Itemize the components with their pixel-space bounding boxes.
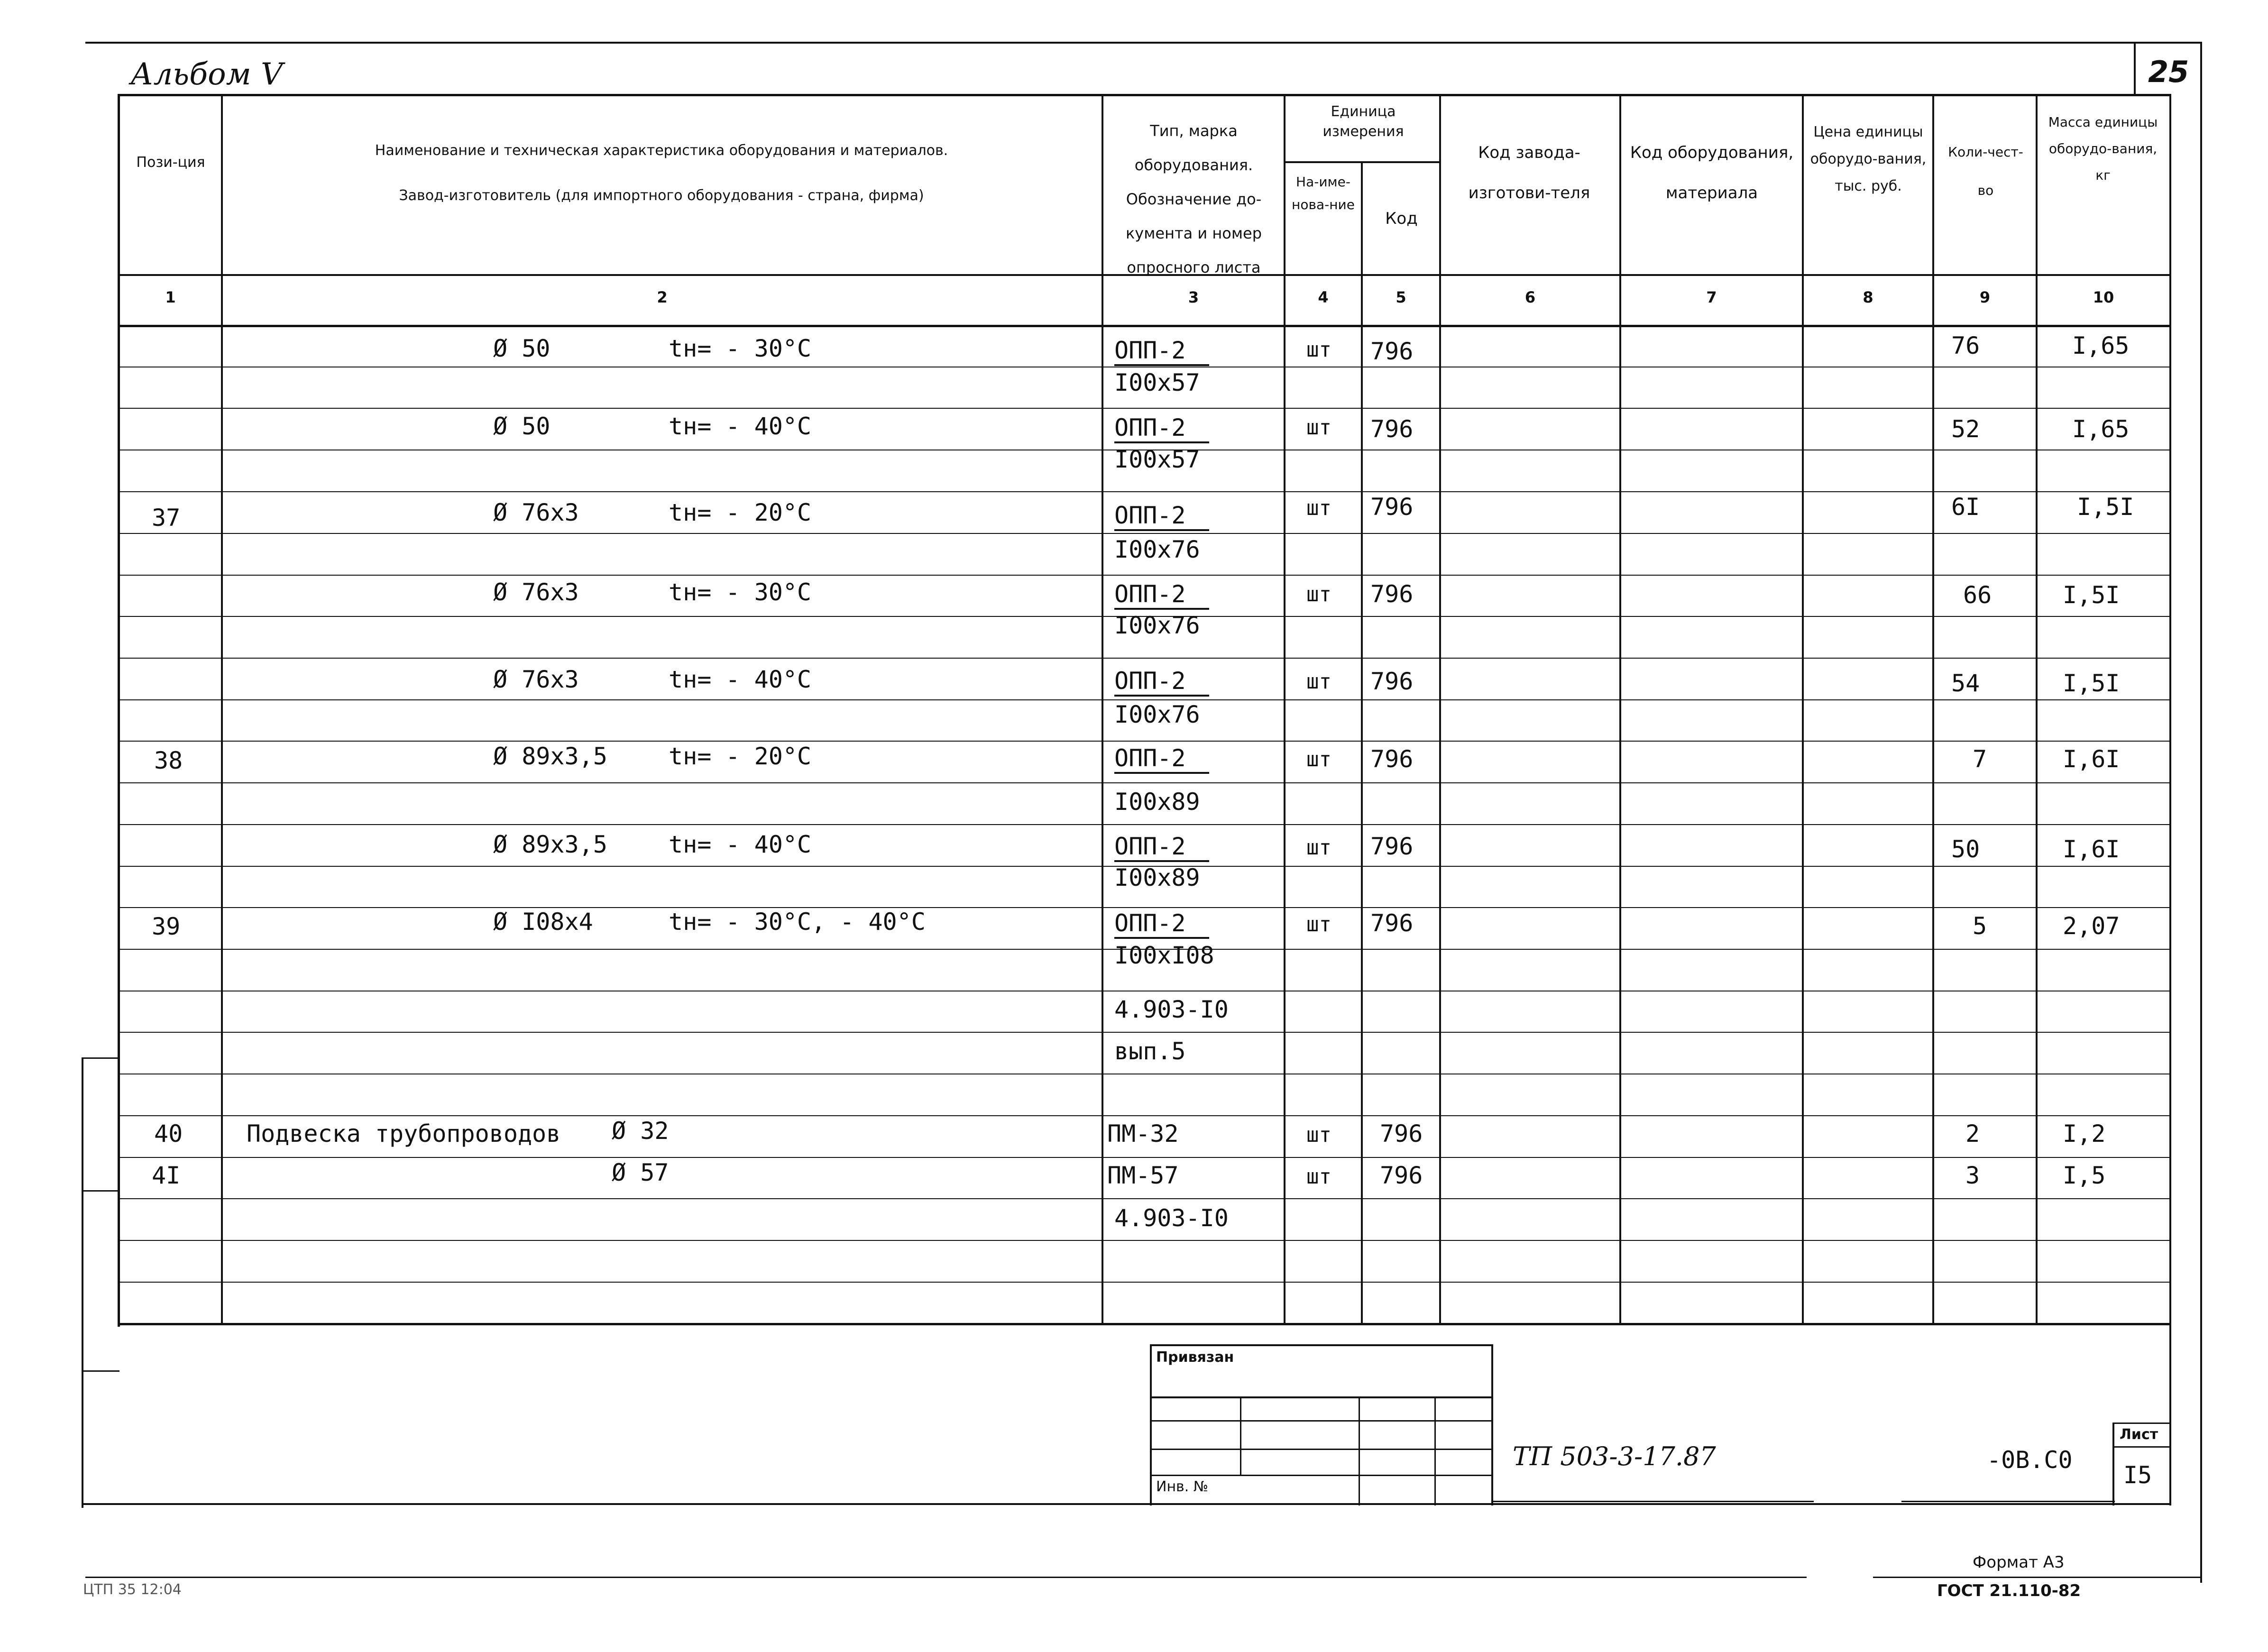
row-unit: шт bbox=[1306, 1165, 1331, 1189]
top-border bbox=[85, 42, 2200, 44]
page-number-box-left bbox=[2134, 42, 2136, 94]
row-diameter: Ø 57 bbox=[612, 1159, 669, 1186]
row-unit: шт bbox=[1306, 496, 1331, 520]
header-type: Тип, марка оборудования. Обозначение до-кумента и номер опросного листа bbox=[1125, 122, 1262, 276]
row-diameter: Ø 50 bbox=[493, 413, 551, 440]
row-code: 796 bbox=[1370, 580, 1414, 608]
row-position: 37 bbox=[152, 504, 181, 532]
row-temperature: tн= - 30°С bbox=[669, 578, 812, 606]
row-position: 4I bbox=[152, 1162, 181, 1189]
row-unit: шт bbox=[1306, 582, 1331, 606]
row-temperature: tн= - 30°С, - 40°С bbox=[669, 908, 926, 936]
row-type-size: I00x57 bbox=[1114, 369, 1200, 396]
row-diameter: Ø 89x3,5 bbox=[493, 831, 607, 858]
header-mass: Масса единицы оборудо-вания, кг bbox=[2048, 114, 2158, 183]
row-type: ОПП-2 bbox=[1114, 580, 1209, 610]
right-border bbox=[2200, 42, 2202, 1583]
header-unit-group: Единица измерения bbox=[1322, 103, 1404, 140]
row-quantity: 7 bbox=[1973, 745, 1987, 773]
row-mass: I,2 bbox=[2063, 1120, 2106, 1147]
col-number: 10 bbox=[2093, 288, 2114, 306]
row-unit: шт bbox=[1306, 670, 1331, 694]
header-position: Пози-ция bbox=[136, 154, 205, 171]
row-type: ОПП-2 bbox=[1114, 667, 1209, 697]
row-diameter: Ø 76x3 bbox=[493, 666, 579, 693]
row-temperature: tн= - 20°С bbox=[669, 743, 812, 770]
row-temperature: tн= - 40°С bbox=[669, 413, 812, 440]
row-temperature: tн= - 20°С bbox=[669, 499, 812, 526]
row-diameter: Ø 50 bbox=[493, 335, 551, 362]
row-quantity: 6I bbox=[1951, 493, 1980, 521]
row-quantity: 52 bbox=[1951, 415, 1980, 443]
format-label: Формат А3 bbox=[1973, 1553, 2065, 1572]
row-quantity: 50 bbox=[1951, 835, 1980, 863]
row-temperature: tн= - 40°С bbox=[669, 666, 812, 693]
sheet-label: Лист bbox=[2120, 1426, 2158, 1443]
col-number: 3 bbox=[1188, 288, 1199, 306]
row-type: ОПП-2 bbox=[1114, 744, 1209, 774]
row-mass: I,5I bbox=[2063, 670, 2120, 697]
doc-reference: 4.903-I0 bbox=[1114, 996, 1229, 1023]
row-mass: I,65 bbox=[2072, 332, 2130, 359]
row-position: 40 bbox=[154, 1120, 183, 1147]
row-code: 796 bbox=[1380, 1162, 1423, 1189]
row-type: ОПП-2 bbox=[1114, 833, 1209, 862]
row-unit: шт bbox=[1306, 747, 1331, 771]
row-type-size: I00x57 bbox=[1114, 446, 1200, 473]
header-unit-code: Код bbox=[1385, 209, 1418, 228]
row-diameter: Ø 76x3 bbox=[493, 499, 579, 526]
row-mass: I,5I bbox=[2077, 493, 2134, 521]
header-name-line2: Завод-изготовитель (для импортного оборудования - страна, фирма) bbox=[399, 187, 924, 204]
row-position: 39 bbox=[152, 913, 181, 940]
header-equipment-code: Код оборудования, материала bbox=[1630, 143, 1794, 202]
col-number: 8 bbox=[1863, 288, 1873, 306]
row-mass: 2,07 bbox=[2063, 912, 2120, 940]
document-suffix: -0В.С0 bbox=[1987, 1446, 2073, 1474]
footer-rule bbox=[85, 1577, 1807, 1578]
row-unit: шт bbox=[1306, 912, 1331, 936]
doc-issue: вып.5 bbox=[1114, 1037, 1186, 1065]
row-type-size: I00x76 bbox=[1114, 536, 1200, 563]
row-mass: I,6I bbox=[2063, 745, 2120, 773]
sheet-number: I5 bbox=[2123, 1461, 2152, 1489]
row-unit: шт bbox=[1306, 1123, 1331, 1147]
col-number: 4 bbox=[1318, 288, 1329, 306]
header-unit-name: На-име-нова-ние bbox=[1292, 174, 1355, 212]
row-type: ОПП-2 bbox=[1114, 414, 1209, 443]
col-number: 9 bbox=[1979, 288, 1991, 306]
row-code: 796 bbox=[1370, 415, 1414, 443]
row-quantity: 54 bbox=[1951, 670, 1980, 697]
col-number: 7 bbox=[1706, 288, 1717, 306]
gost-label: ГОСТ 21.110-82 bbox=[1937, 1581, 2081, 1600]
inventory-label: Инв. № bbox=[1156, 1478, 1209, 1495]
col-number: 2 bbox=[657, 288, 668, 306]
row-position: 38 bbox=[154, 747, 183, 774]
row-type-size: I00x89 bbox=[1114, 864, 1200, 891]
footer-rule-right bbox=[1873, 1577, 2200, 1578]
row-type: ПМ-32 bbox=[1107, 1120, 1179, 1147]
row-type: ПМ-57 bbox=[1107, 1162, 1179, 1189]
row-quantity: 66 bbox=[1963, 581, 1992, 609]
row-unit: шт bbox=[1306, 415, 1331, 440]
row-type: ОПП-2 bbox=[1114, 909, 1209, 939]
row-type-size: I00x89 bbox=[1114, 788, 1200, 816]
row-code: 796 bbox=[1370, 833, 1414, 860]
header-name-line1: Наименование и техническая характеристика оборудования и материалов. bbox=[375, 142, 948, 159]
row-type-size: I00x76 bbox=[1114, 701, 1200, 728]
row-mass: I,5I bbox=[2063, 581, 2120, 609]
row-mass: I,5 bbox=[2063, 1162, 2106, 1189]
row-code: 796 bbox=[1380, 1120, 1423, 1147]
row-mass: I,65 bbox=[2072, 415, 2130, 443]
col-number: 5 bbox=[1396, 288, 1406, 306]
row-code: 796 bbox=[1370, 493, 1414, 521]
row-type-size: I00xI08 bbox=[1114, 942, 1214, 969]
row-code: 796 bbox=[1370, 338, 1414, 365]
album-label: Альбом V bbox=[130, 57, 283, 92]
row-code: 796 bbox=[1370, 745, 1414, 773]
row-code: 796 bbox=[1370, 668, 1414, 695]
document-code: ТП 503-3-17.87 bbox=[1513, 1441, 1716, 1471]
row-type: ОПП-2 bbox=[1114, 337, 1209, 366]
row-unit: шт bbox=[1306, 338, 1331, 362]
row-temperature: tн= - 40°С bbox=[669, 831, 812, 858]
page-number: 25 bbox=[2148, 55, 2189, 89]
row-type-size: I00x76 bbox=[1114, 612, 1200, 639]
row-diameter: Ø 32 bbox=[612, 1117, 669, 1145]
row-mass: I,6I bbox=[2063, 835, 2120, 863]
col-number: 6 bbox=[1524, 288, 1536, 306]
row-quantity: 3 bbox=[1965, 1162, 1980, 1189]
linked-label: Привязан bbox=[1156, 1349, 1234, 1366]
row-quantity: 5 bbox=[1973, 912, 1987, 940]
left-footer-code: ЦТП 35 12:04 bbox=[83, 1581, 182, 1598]
header-quantity: Коли-чест-во bbox=[1948, 144, 2023, 199]
col-number: 1 bbox=[165, 288, 176, 306]
row-name: Подвеска трубопроводов bbox=[247, 1120, 561, 1147]
row-temperature: tн= - 30°С bbox=[669, 335, 812, 362]
row-quantity: 76 bbox=[1951, 332, 1980, 359]
row-diameter: Ø 89x3,5 bbox=[493, 743, 607, 770]
row-unit: шт bbox=[1306, 835, 1331, 860]
doc-reference-2: 4.903-I0 bbox=[1114, 1204, 1229, 1232]
header-factory-code: Код завода-изготови-теля bbox=[1468, 143, 1590, 202]
row-quantity: 2 bbox=[1965, 1120, 1980, 1147]
row-type: ОПП-2 bbox=[1114, 502, 1209, 531]
row-diameter: Ø 76x3 bbox=[493, 578, 579, 606]
row-code: 796 bbox=[1370, 909, 1414, 937]
row-diameter: Ø I08x4 bbox=[493, 908, 593, 936]
header-price: Цена единицы оборудо-вания, тыс. руб. bbox=[1810, 124, 1927, 194]
